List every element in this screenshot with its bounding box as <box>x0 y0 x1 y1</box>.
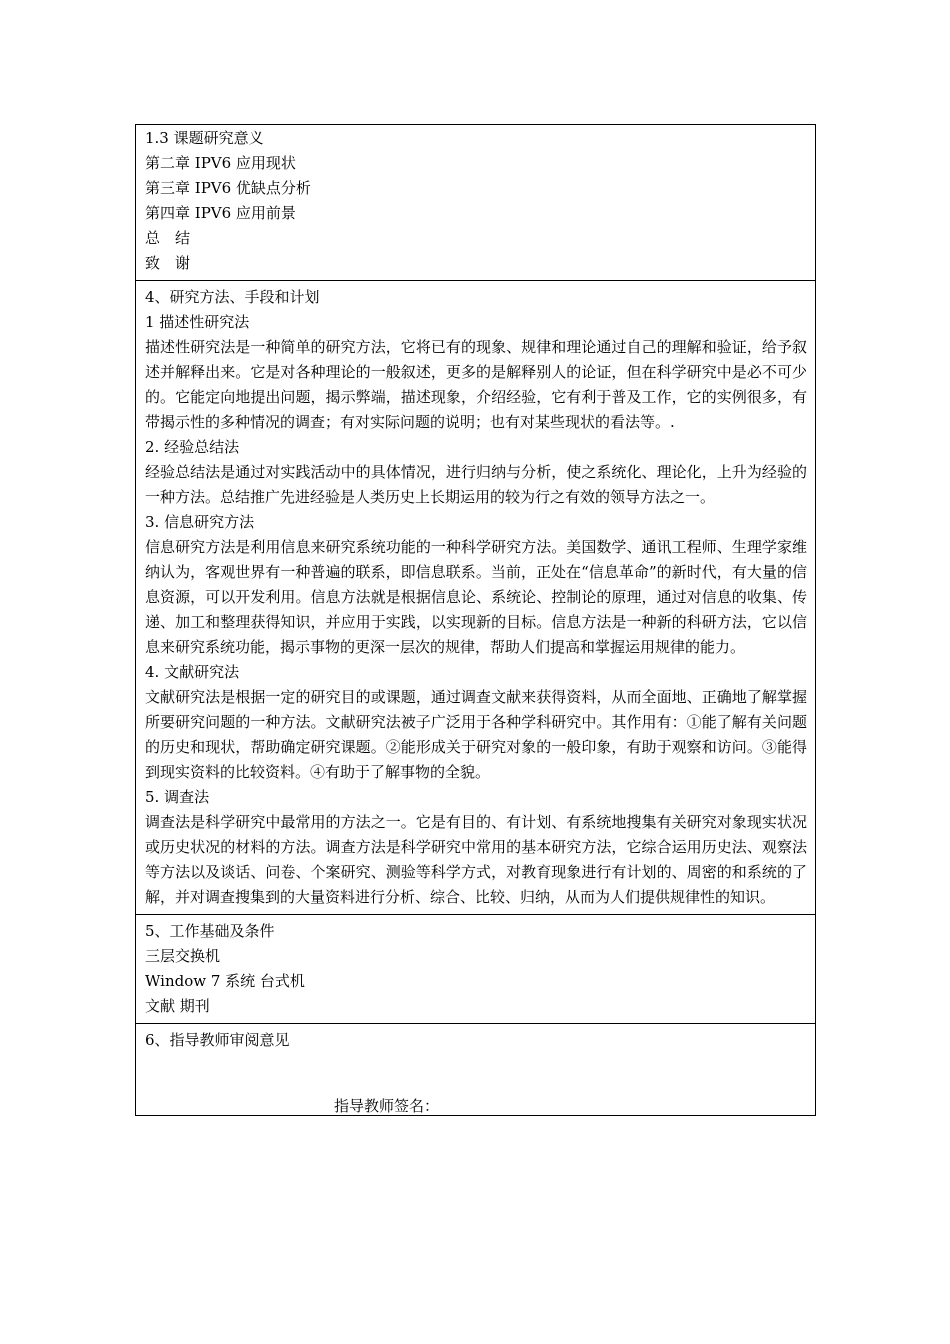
toc-item: 第二章 IPV6 应用现状 <box>145 154 296 172</box>
condition-item: 文献 期刊 <box>145 997 210 1015</box>
methods-cell <box>136 280 815 914</box>
proposal-form-table <box>135 124 816 1116</box>
methods-heading: 4、研究方法、手段和计划 <box>145 288 320 306</box>
condition-item: 三层交换机 <box>145 947 221 965</box>
conditions-heading: 5、工作基础及条件 <box>145 922 275 940</box>
toc-cell <box>136 125 815 280</box>
method-body: 描述性研究法是一种简单的研究方法，它将已有的现象、规律和理论通过自己的理解和验证，给予叙述并解释出来。它是对各种理论的一般叙述，更多的是解释别人的论证，但在科学研究中是必不可少的。它能定向地提出问题，揭示弊端，描述现象，介绍经验，它有利于普及工作，它的实例很多，有带揭示性的多种情况的调查；有对实际问题的说明；也有对某些现状的看法等。. <box>145 338 807 431</box>
method-body: 调查法是科学研究中最常用的方法之一。它是有目的、有计划、有系统地搜集有关研究对象现实状况或历史状况的材料的方法。调查方法是科学研究中常用的基本研究方法，它综合运用历史法、观察法等方法以及谈话、问卷、个案研究、测验等科学方式，对教育现象进行有计划的、周密的和系统的了解，并对调查搜集到的大量资料进行分析、综合、比较、归纳，从而为人们提供规律性的知识。 <box>145 813 807 906</box>
toc-item: 1.3 课题研究意义 <box>145 129 264 147</box>
method-title: 5. 调查法 <box>145 788 210 806</box>
review-heading: 6、指导教师审阅意见 <box>145 1031 290 1049</box>
review-cell <box>136 1023 815 1115</box>
toc-item: 总 结 <box>145 229 191 247</box>
method-title: 3. 信息研究方法 <box>145 513 255 531</box>
method-body: 经验总结法是通过对实践活动中的具体情况，进行归纳与分析，使之系统化、理论化，上升为经验的一种方法。总结推广先进经验是人类历史上长期运用的较为行之有效的领导方法之一。 <box>145 463 807 506</box>
toc-item: 致 谢 <box>145 254 191 272</box>
toc-item: 第三章 IPV6 优缺点分析 <box>145 179 311 197</box>
method-title: 1 描述性研究法 <box>145 313 250 331</box>
method-title: 2. 经验总结法 <box>145 438 240 456</box>
toc-item: 第四章 IPV6 应用前景 <box>145 204 296 222</box>
condition-item: Window 7 系统 台式机 <box>145 972 305 990</box>
method-body: 文献研究法是根据一定的研究目的或课题，通过调查文献来获得资料，从而全面地、正确地了解掌握所要研究问题的一种方法。文献研究法被子广泛用于各种学科研究中。其作用有：①能了解有关问题的历史和现状，帮助确定研究课题。②能形成关于研究对象的一般印象，有助于观察和访问。③能得到现实资料的比较资料。④有助于了解事物的全貌。 <box>145 688 807 781</box>
method-title: 4. 文献研究法 <box>145 663 240 681</box>
signature-label: 指导教师签名： <box>334 1097 440 1115</box>
conditions-cell <box>136 914 815 1023</box>
method-body: 信息研究方法是利用信息来研究系统功能的一种科学研究方法。美国数学、通讯工程师、生理学家维纳认为，客观世界有一种普遍的联系，即信息联系。当前，正处在“信息革命”的新时代，有大量的信息资源，可以开发利用。信息方法就是根据信息论、系统论、控制论的原理，通过对信息的收集、传递、加工和整理获得知识，并应用于实践，以实现新的目标。信息方法是一种新的科研方法，它以信息来研究系统功能，揭示事物的更深一层次的规律，帮助人们提高和掌握运用规律的能力。 <box>145 538 807 656</box>
